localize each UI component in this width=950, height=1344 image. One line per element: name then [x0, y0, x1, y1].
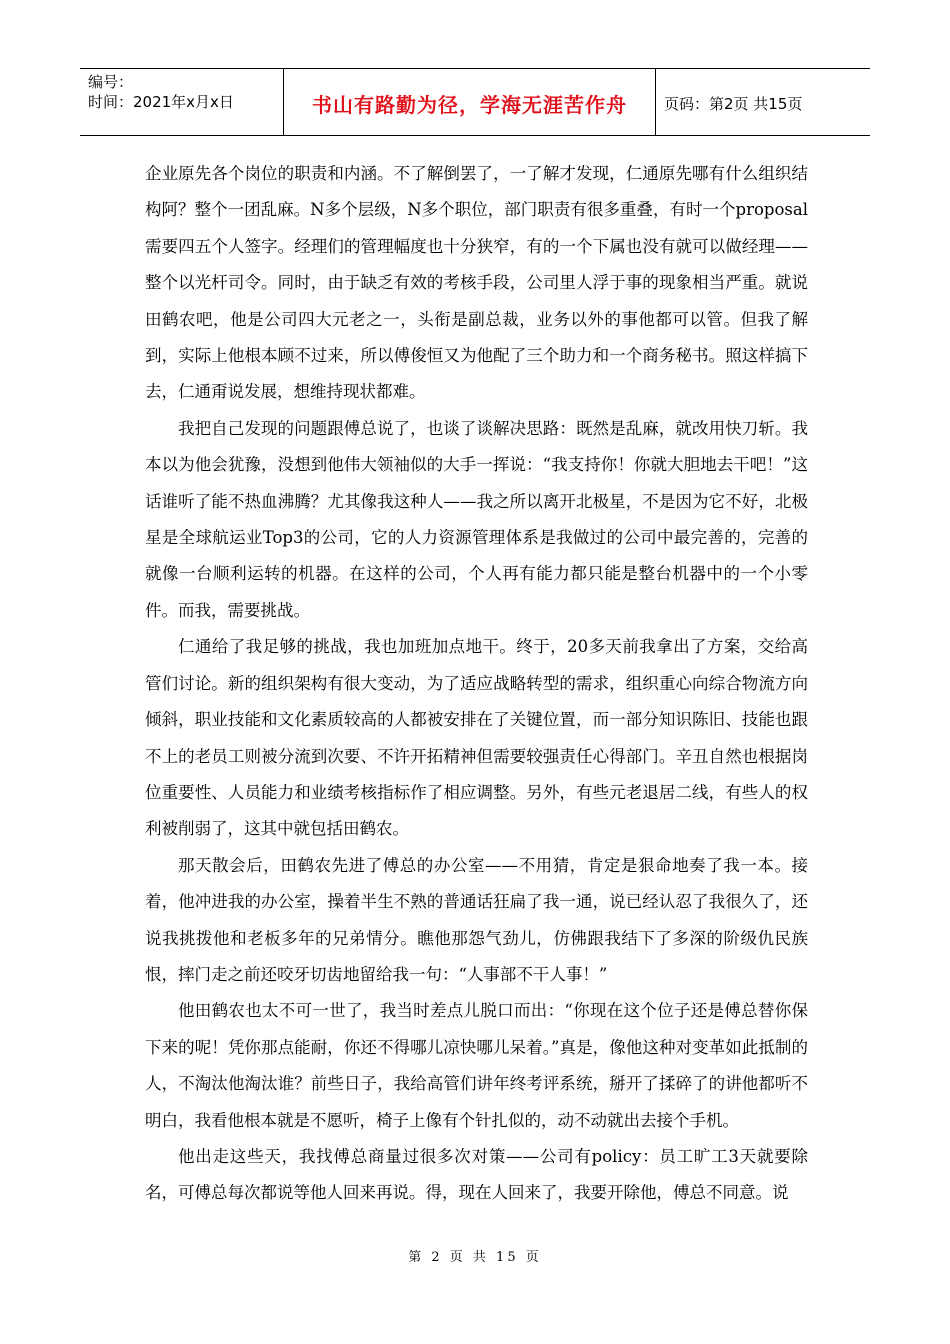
- header-motto: 书山有路勤为径，学海无涯苦作舟: [312, 93, 627, 117]
- header-page-number: 页码：第2页 共15页: [664, 95, 803, 113]
- paragraph-6: 他出走这些天，我找傅总商量过很多次对策——公司有policy：员工旷工3天就要除名，可傅总每次都说等他人回来再说。得，现在人回来了，我要开除他，傅总不同意。说: [145, 1146, 808, 1203]
- document-number-label: 编号：: [88, 73, 134, 91]
- paragraph-2: 我把自己发现的问题跟傅总说了，也谈了谈解决思路：既然是乱麻，就改用快刀斩。我本以为他会犹豫，没想到他伟大领袖似的大手一挥说：“我支持你！你就大胆地去干吧！”这话谁听了能不热血沸腾？尤其像我这种人——我之所以离开北极星，不是因为它不好，北极星是全球航运业Top3的公司，它的人力资源管理体系是我做过的公司中最完善的，完善的就像一台顺利运转的机器。在这样的公司，个人再有能力都只能是整台机器中的一个小零件。而我，需要挑战。: [145, 418, 808, 620]
- paragraph-3: 仁通给了我足够的挑战，我也加班加点地干。终于，20多天前我拿出了方案，交给高管们讨论。新的组织架构有很大变动，为了适应战略转型的需求，组织重心向综合物流方向倾斜，职业技能和文化素质较高的人都被安排在了关键位置，而一部分知识陈旧、技能也跟不上的老员工则被分流到次要、不许开拓精神但需要较强责任心得部门。辛丑自然也根据岗位重要性、人员能力和业绩考核指标作了相应调整。另外，有些元老退居二线，有些人的权利被削弱了，这其中就包括田鹤农。: [145, 637, 808, 839]
- page-header: [80, 68, 870, 136]
- page-footer: 第 2 页 共 15 页: [408, 1250, 542, 1265]
- paragraph-5: 他田鹤农也太不可一世了，我当时差点儿脱口而出：“你现在这个位子还是傅总替你保下来的呢！凭你那点能耐，你还不得哪儿凉快哪儿呆着。”真是，像他这种对变革如此抵制的人，不淘汰他淘汰谁？前些日子，我给高管们讲年终考评系统，掰开了揉碎了的讲他都听不明白，我看他根本就是不愿听，椅子上像有个针扎似的，动不动就出去接个手机。: [145, 1001, 808, 1130]
- document-date-label: 时间：2021年x月x日: [88, 93, 234, 111]
- header-motto-cell: [284, 69, 656, 135]
- paragraph-1: 企业原先各个岗位的职责和内涵。不了解倒罢了，一了解才发现，仁通原先哪有什么组织结构阿？整个一团乱麻。N多个层级，N多个职位，部门职责有很多重叠，有时一个proposal需要四五个人签字。经理们的管理幅度也十分狭窄，有的一个下属也没有就可以做经理——整个以光杆司令。同时，由于缺乏有效的考核手段，公司里人浮于事的现象相当严重。就说田鹤农吧，他是公司四大元老之一，头衔是副总裁，业务以外的事他都可以管。但我了解到，实际上他根本顾不过来，所以傅俊恒又为他配了三个助力和一个商务秘书。照这样搞下去，仁通甭说发展，想维持现状都难。: [145, 164, 808, 402]
- document-body: [145, 156, 808, 1212]
- header-info-cell: [80, 69, 284, 135]
- paragraph-4: 那天散会后，田鹤农先进了傅总的办公室——不用猜，肯定是狠命地奏了我一本。接着，他冲进我的办公室，操着半生不熟的普通话狂扁了我一通，说已经认忍了我很久了，还说我挑拨他和老板多年的兄弟情分。瞧他那怨气劲儿，仿佛跟我结下了多深的阶级仇民族恨，摔门走之前还咬牙切齿地留给我一句：“人事部不干人事！”: [145, 855, 808, 984]
- header-page-cell: [656, 69, 870, 135]
